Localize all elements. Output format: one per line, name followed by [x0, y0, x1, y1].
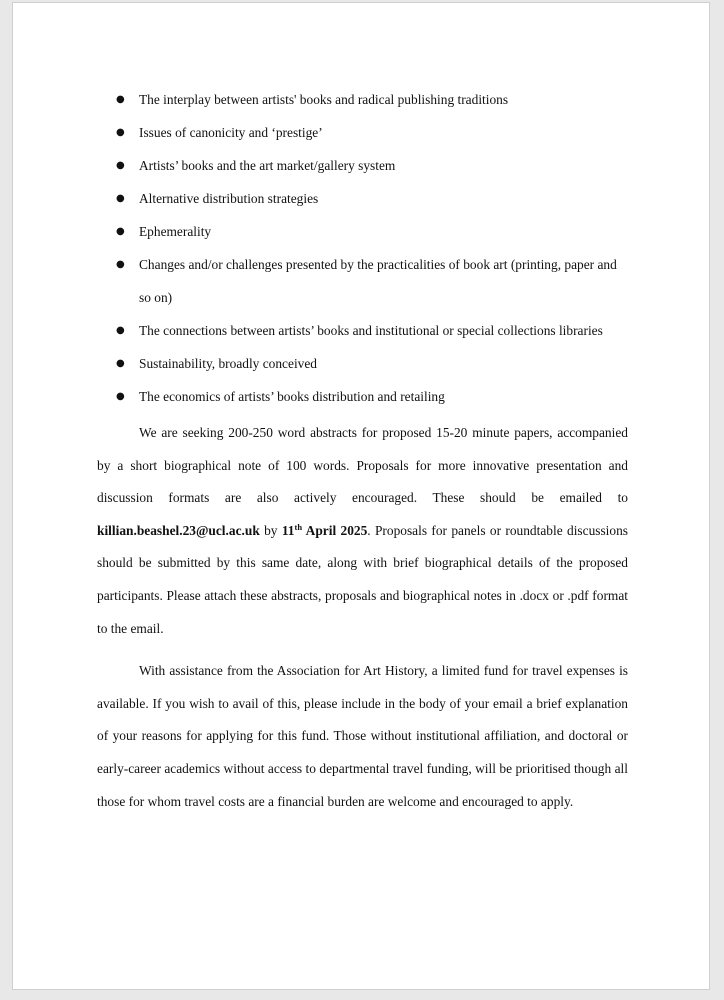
list-item: [97, 83, 628, 116]
list-item-text: The economics of artists’ books distribution and retailing: [139, 389, 445, 404]
abstract-submission-paragraph: [97, 417, 628, 645]
contact-email: killian.beashel.23@ucl.ac.uk: [97, 522, 260, 538]
deadline-month-year: April 2025: [302, 522, 368, 538]
topic-list: [97, 83, 628, 413]
document-body: [97, 83, 628, 818]
list-item: [97, 149, 628, 182]
deadline-date: [282, 523, 367, 538]
list-item-text: Sustainability, broadly conceived: [139, 356, 318, 371]
bullet-icon: ●: [116, 358, 125, 369]
deadline-day: 11: [281, 522, 295, 538]
bullet-icon: ●: [116, 226, 125, 237]
list-item: [97, 215, 628, 248]
list-item: [97, 347, 628, 380]
list-item-text: Artists’ books and the art market/gallery system: [139, 158, 396, 173]
document-page: [12, 2, 710, 990]
list-item: [97, 380, 628, 413]
list-item: [97, 248, 628, 314]
bullet-icon: ●: [116, 127, 125, 138]
paragraph-text: by: [259, 522, 282, 538]
paragraph-text: We are seeking 200-250 word abstracts for proposed 15-20 minute papers, accompanied by a short biographical note of 100 words. Proposals for more innovative presentation and discussion formats are also actively encouraged. These should be emailed to: [97, 425, 628, 506]
list-item-text: Alternative distribution strategies: [139, 191, 319, 206]
list-item: [97, 116, 628, 149]
travel-fund-paragraph: With assistance from the Association for Art History, a limited fund for travel expenses is available. If you wish to avail of this, please include in the body of your email a brief explanation of your reasons for applying for this fund. Those without institutional affiliation, and doctoral or early-career academics without access to departmental travel funding, will be prioritised though all those for whom travel costs are a financial burden are welcome and encouraged to apply.: [97, 663, 628, 809]
list-item-text: The interplay between artists' books and radical publishing traditions: [139, 92, 509, 107]
list-item-text: Ephemerality: [139, 224, 212, 239]
bullet-icon: ●: [116, 325, 125, 336]
paragraph-text: . Proposals for panels or roundtable discussions should be submitted by this same date, along with brief biographical details of the proposed participants. Please attach these abstracts, proposals and biographical notes in .docx or .pdf format to the email.: [97, 522, 629, 636]
bullet-icon: ●: [116, 193, 125, 204]
list-item: [97, 314, 628, 347]
bullet-icon: ●: [116, 259, 125, 270]
deadline-day-suffix: th: [294, 521, 303, 532]
list-item-text: Issues of canonicity and ‘prestige’: [139, 125, 323, 140]
bullet-icon: ●: [116, 160, 125, 171]
bullet-icon: ●: [116, 94, 125, 105]
list-item-text: Changes and/or challenges presented by the practicalities of book art (printing, paper and so on): [139, 257, 617, 305]
list-item-text: The connections between artists’ books and institutional or special collections libraries: [139, 323, 603, 338]
bullet-icon: ●: [116, 391, 125, 402]
list-item: [97, 182, 628, 215]
